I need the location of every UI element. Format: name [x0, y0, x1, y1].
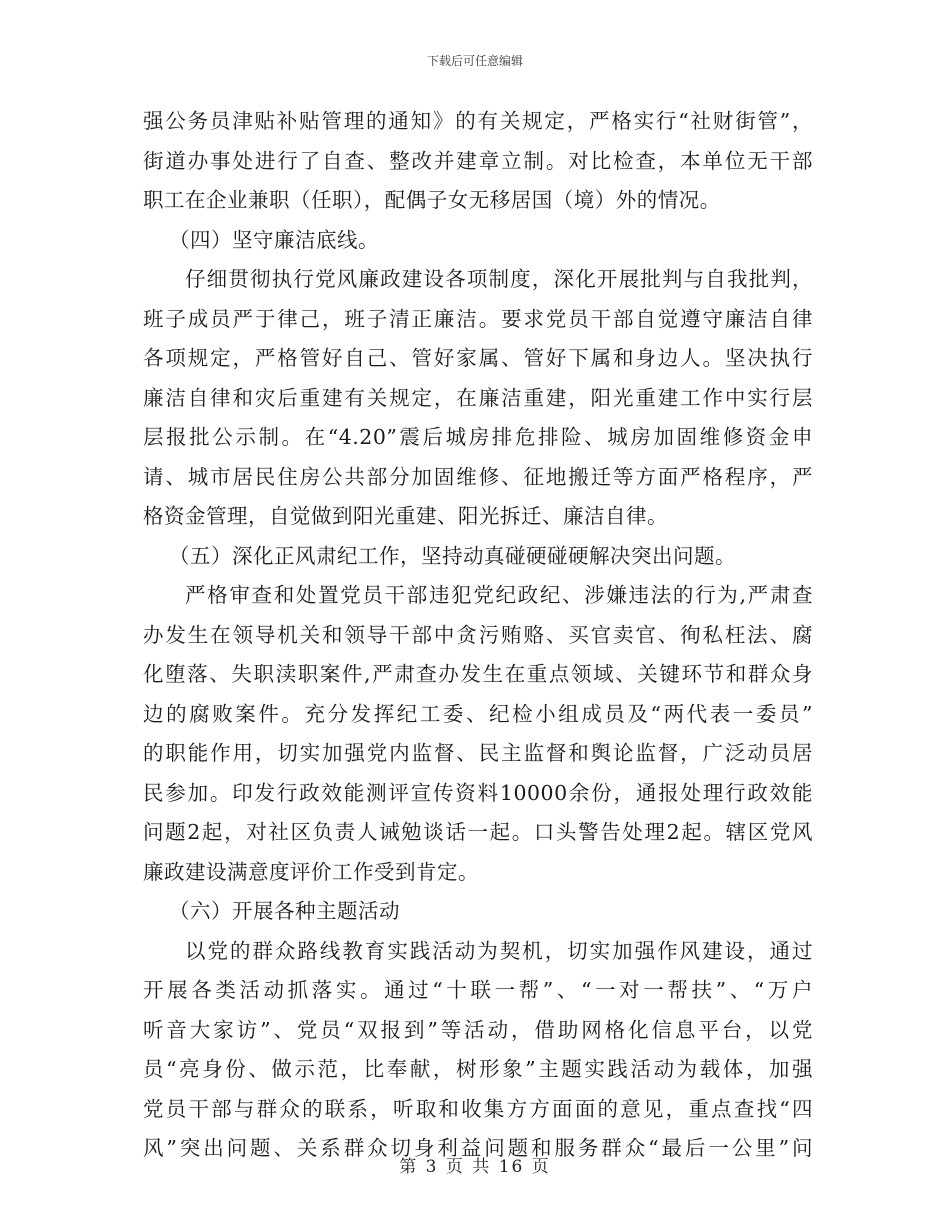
text-line: 边的腐败案件。充分发挥纪工委、纪检小组成员及“两代表一委员” [143, 701, 813, 726]
section-heading: （六）开展各种主题活动 [169, 899, 400, 923]
text-line: 廉政建设满意度评价工作受到肯定。 [143, 859, 479, 884]
text-line: 开展各类活动抓落实。通过“十联一帮”、“一对一帮扶”、“万户 [143, 978, 813, 1002]
text-line: 民参加。印发行政效能测评宣传资料10000余份，通报处理行政效能 [143, 780, 813, 805]
text-line: 员“亮身份、做示范，比奉献，树形象”主题实践活动为载体，加强 [143, 1057, 813, 1081]
text-line: 请、城市居民住房公共部分加固维修、征地搬迁等方面严格程序，严 [143, 464, 813, 489]
text-line: 严格审查和处置党员干部违犯党纪政纪、涉嫌违法的行为,严肃查 [185, 583, 813, 607]
page-footer: 第 3 页 共 16 页 [399, 1157, 551, 1177]
text-line: 格资金管理，自觉做到阳光重建、阳光拆迁、廉洁自律。 [143, 504, 668, 528]
text-line: 风”突出问题、关系群众切身利益问题和服务群众“最后一公里”问 [143, 1136, 813, 1160]
text-line: 化堕落、失职渎职案件,严肃查办发生在重点领域、关键环节和群众身 [143, 662, 813, 686]
section-heading: （四）坚守廉洁底线。 [169, 227, 379, 252]
text-line: 各项规定，严格管好自己、管好家属、管好下属和身边人。坚决执行 [143, 346, 813, 370]
text-line: 街道办事处进行了自查、整改并建章立制。对比检查，本单位无干部 [143, 148, 813, 173]
text-line: 办发生在领导机关和领导干部中贪污贿赂、买官卖官、徇私枉法、腐 [143, 622, 813, 647]
text-line: 党员干部与群众的联系，听取和收集方方面面的意见，重点查找“四 [143, 1096, 813, 1121]
section-heading: （五）深化正风肃纪工作，坚持动真碰硬碰硬解决突出问题。 [169, 543, 736, 568]
text-line: 廉洁自律和灾后重建有关规定，在廉洁重建，阳光重建工作中实行层 [143, 385, 813, 410]
body-text [143, 102, 813, 1169]
text-line: 问题2起，对社区负责人诫勉谈话一起。口头警告处理2起。辖区党风 [143, 820, 813, 844]
text-line: 以党的群众路线教育实践活动为契机，切实加强作风建设，通过 [185, 938, 813, 963]
text-line: 听音大家访”、党员“双报到”等活动，借助网格化信息平台，以党 [143, 1017, 813, 1042]
text-line: 仔细贯彻执行党风廉政建设各项制度，深化开展批判与自我批判， [185, 267, 813, 291]
text-line: 强公务员津贴补贴管理的通知》的有关规定，严格实行“社财街管”， [143, 109, 813, 133]
text-line: 班子成员严于律己，班子清正廉洁。要求党员干部自觉遵守廉洁自律 [143, 306, 813, 331]
text-line: 的职能作用，切实加强党内监督、民主监督和舆论监督，广泛动员居 [143, 741, 813, 765]
text-line: 层报批公示制。在“4.20”震后城房排危排险、城房加固维修资金申 [143, 425, 813, 449]
text-line: 职工在企业兼职（任职），配偶子女无移居国（境）外的情况。 [143, 188, 721, 212]
page-header: 下载后可任意编辑 [426, 54, 523, 68]
